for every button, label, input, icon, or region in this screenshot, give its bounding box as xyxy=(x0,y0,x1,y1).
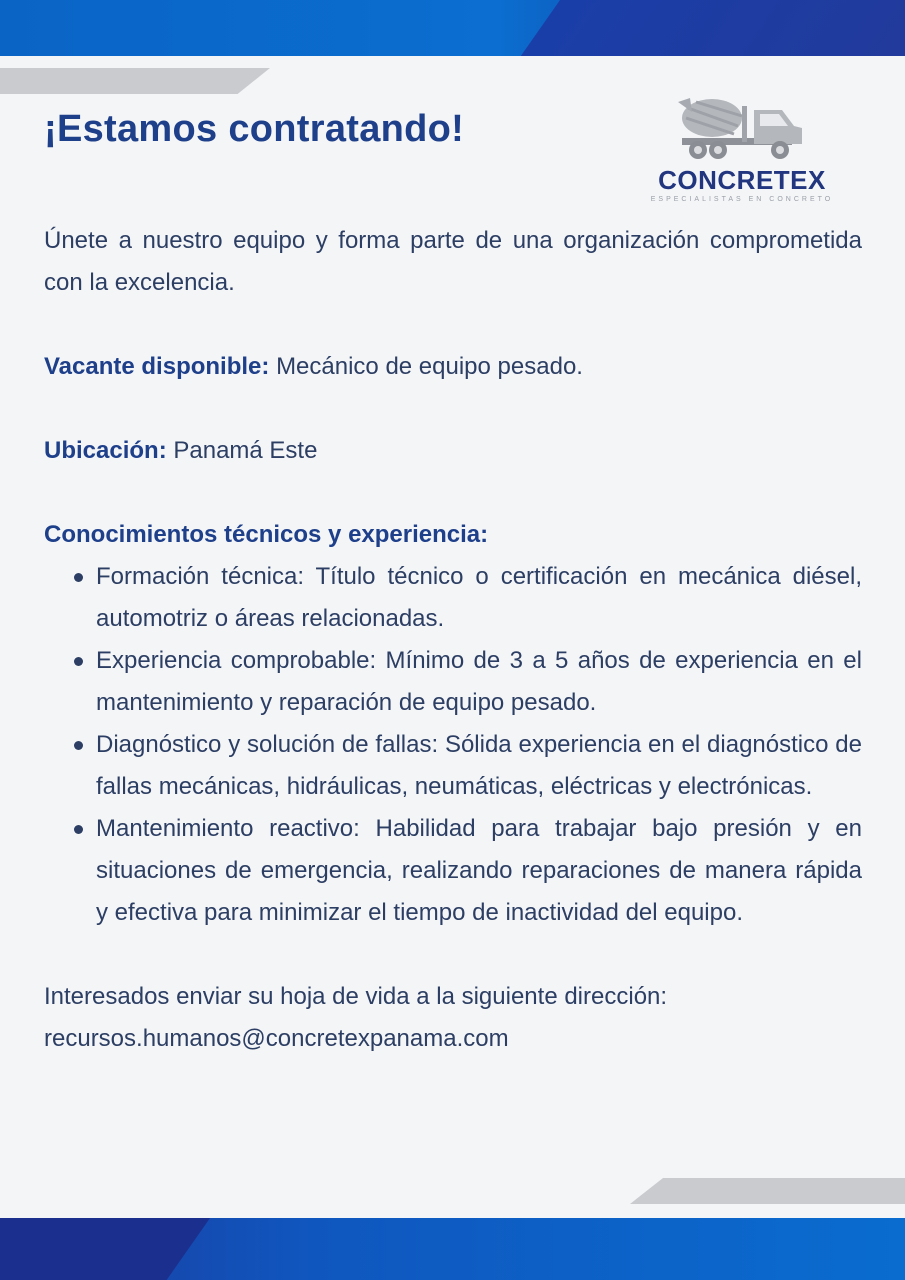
location-value: Panamá Este xyxy=(173,437,318,464)
contact-email: recursos.humanos@concretexpanama.com xyxy=(44,1025,509,1052)
top-band-slash xyxy=(521,0,905,56)
location-label: Ubicación: xyxy=(44,437,167,464)
vacancy-line xyxy=(44,346,862,388)
list-item: Experiencia comprobable: Mínimo de 3 a 5 años de experiencia en el mantenimiento y reparación de equipo pesado. xyxy=(44,640,862,724)
headline: ¡Estamos contratando! xyxy=(44,108,465,150)
logo-tagline: ESPECIALISTAS EN CONCRETO xyxy=(650,196,834,203)
location-line xyxy=(44,430,862,472)
bullet-icon xyxy=(74,741,83,750)
vacancy-value: Mecánico de equipo pesado. xyxy=(276,353,583,380)
top-gray-stripe xyxy=(0,68,270,94)
job-posting-body xyxy=(44,220,862,1060)
list-item: Diagnóstico y solución de fallas: Sólida experiencia en el diagnóstico de fallas mecánicas, hidráulicas, neumáticas, eléctricas y electrónicas. xyxy=(44,724,862,808)
requirements-list xyxy=(44,556,862,934)
intro-paragraph: Únete a nuestro equipo y forma parte de una organización comprometida con la excelencia. xyxy=(44,227,862,296)
company-logo xyxy=(642,92,842,212)
bottom-gray-stripe xyxy=(630,1178,905,1204)
contact-text: Interesados enviar su hoja de vida a la siguiente dirección: xyxy=(44,983,668,1010)
logo-wordmark: CONCRETEX xyxy=(658,165,826,195)
bullet-icon xyxy=(74,825,83,834)
requirements-heading: Conocimientos técnicos y experiencia: xyxy=(44,521,489,548)
bullet-icon xyxy=(74,573,83,582)
vacancy-label: Vacante disponible: xyxy=(44,353,270,380)
bullet-icon xyxy=(74,657,83,666)
list-item: Formación técnica: Título técnico o certificación en mecánica diésel, automotriz o áreas relacionadas. xyxy=(44,556,862,640)
list-item: Mantenimiento reactivo: Habilidad para trabajar bajo presión y en situaciones de emergencia, realizando reparaciones de manera rápida y efectiva para minimizar el tiempo de inactividad del equipo. xyxy=(44,808,862,934)
mixer-truck-icon xyxy=(642,92,842,164)
